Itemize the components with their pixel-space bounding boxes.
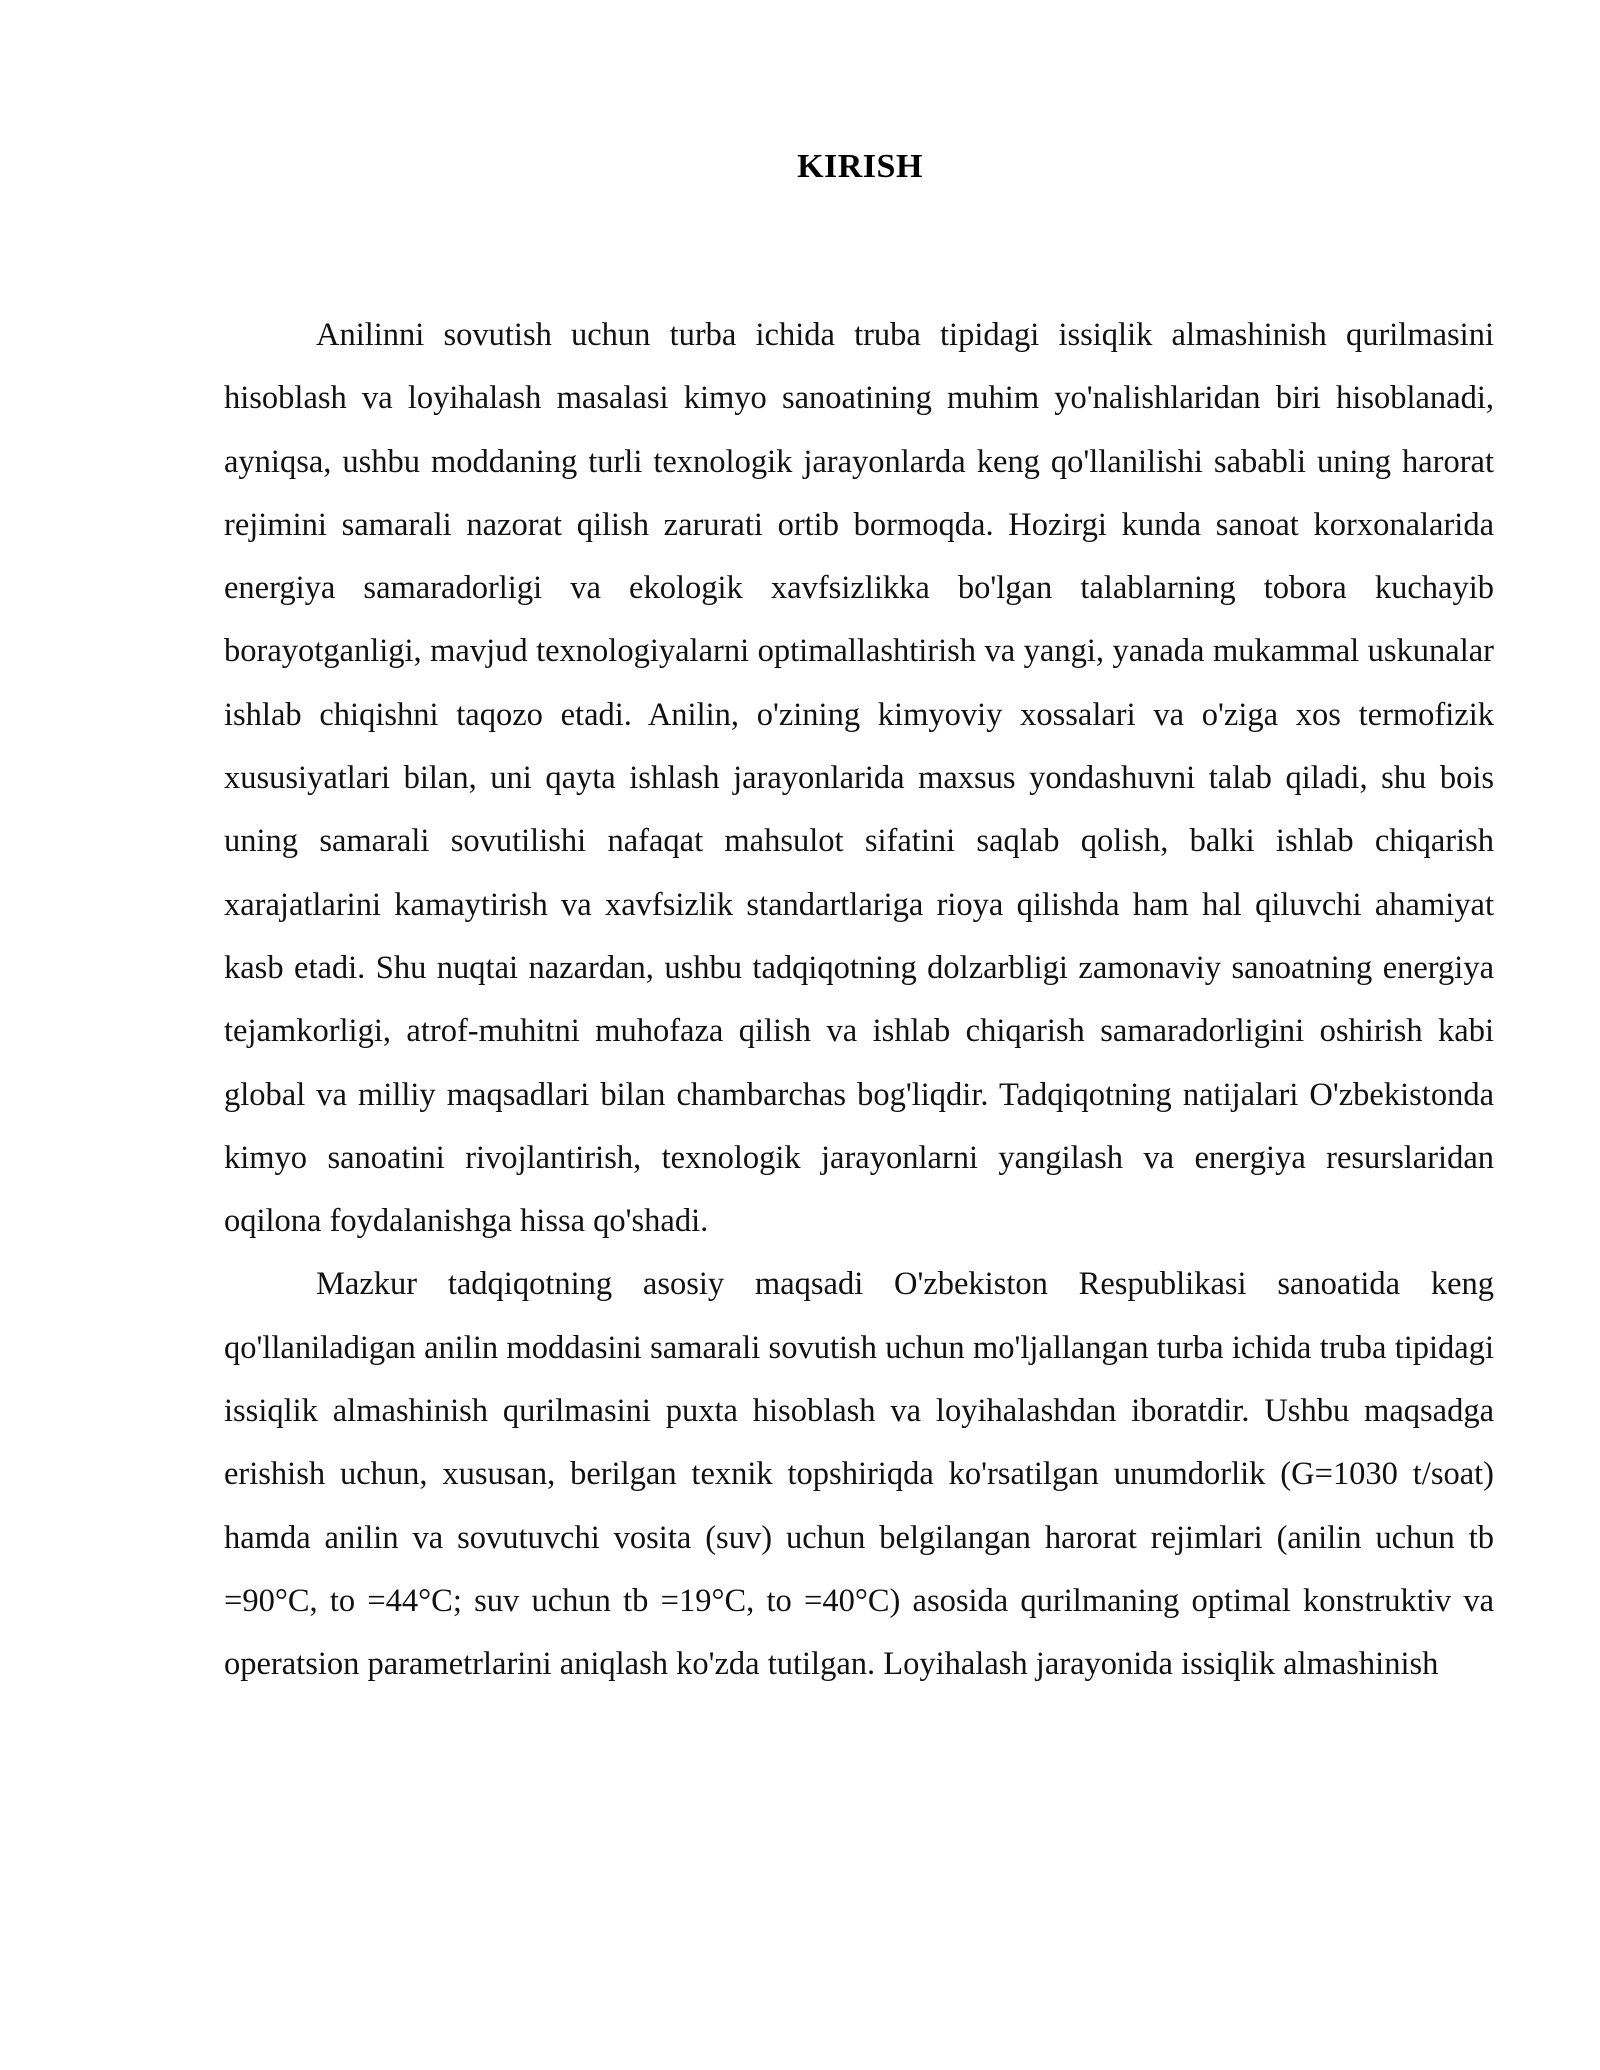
body-text	[224, 304, 1494, 1697]
section-title: KIRISH	[797, 148, 923, 185]
paragraph: Anilinni sovutish uchun turba ichida truba tipidagi issiqlik almashinish qurilmasini hisoblash va loyihalash masalasi kimyo sanoatining muhim yo'nalishlaridan biri hisoblanadi, ayniqsa, ushbu moddaning turli texnologik jarayonlarda keng qo'llanilishi sababli uning harorat rejimini samarali nazorat qilish zarurati ortib bormoqda. Hozirgi kunda sanoat korxonalarida energiya samaradorligi va ekologik xavfsizlikka bo'lgan talablarning tobora kuchayib borayotganligi, mavjud texnologiyalarni optimallashtirish va yangi, yanada mukammal uskunalar ishlab chiqishni taqozo etadi. Anilin, o'zining kimyoviy xossalari va o'ziga xos termofizik xususiyatlari bilan, uni qayta ishlash jarayonlarida maxsus yondashuvni talab qiladi, shu bois uning samarali sovutilishi nafaqat mahsulot sifatini saqlab qolish, balki ishlab chiqarish xarajatlarini kamaytirish va xavfsizlik standartlariga rioya qilishda ham hal qiluvchi ahamiyat kasb etadi. Shu nuqtai nazardan, ushbu tadqiqotning dolzarbligi zamonaviy sanoatning energiya tejamkorligi, atrof-muhitni muhofaza qilish va ishlab chiqarish samaradorligini oshirish kabi global va milliy maqsadlari bilan chambarchas bog'liqdir. Tadqiqotning natijalari O'zbekistonda kimyo sanoatini rivojlantirish, texnologik jarayonlarni yangilash va energiya resurslaridan oqilona foydalanishga hissa qo'shadi.	[224, 317, 1494, 1240]
paragraph: Mazkur tadqiqotning asosiy maqsadi O'zbekiston Respublikasi sanoatida keng qo'llaniladigan anilin moddasini samarali sovutish uchun mo'ljallangan turba ichida truba tipidagi issiqlik almashinish qurilmasini puxta hisoblash va loyihalashdan iboratdir. Ushbu maqsadga erishish uchun, xususan, berilgan texnik topshiriqda ko'rsatilgan unumdorlik (G=1030 t/soat) hamda anilin va sovutuvchi vosita (suv) uchun belgilangan harorat rejimlari (anilin uchun tb =90°C, to =44°C; suv uchun tb =19°C, to =40°C) asosida qurilmaning optimal konstruktiv va operatsion parametrlarini aniqlash ko'zda tutilgan. Loyihalash jarayonida issiqlik almashinish	[224, 1266, 1494, 1683]
